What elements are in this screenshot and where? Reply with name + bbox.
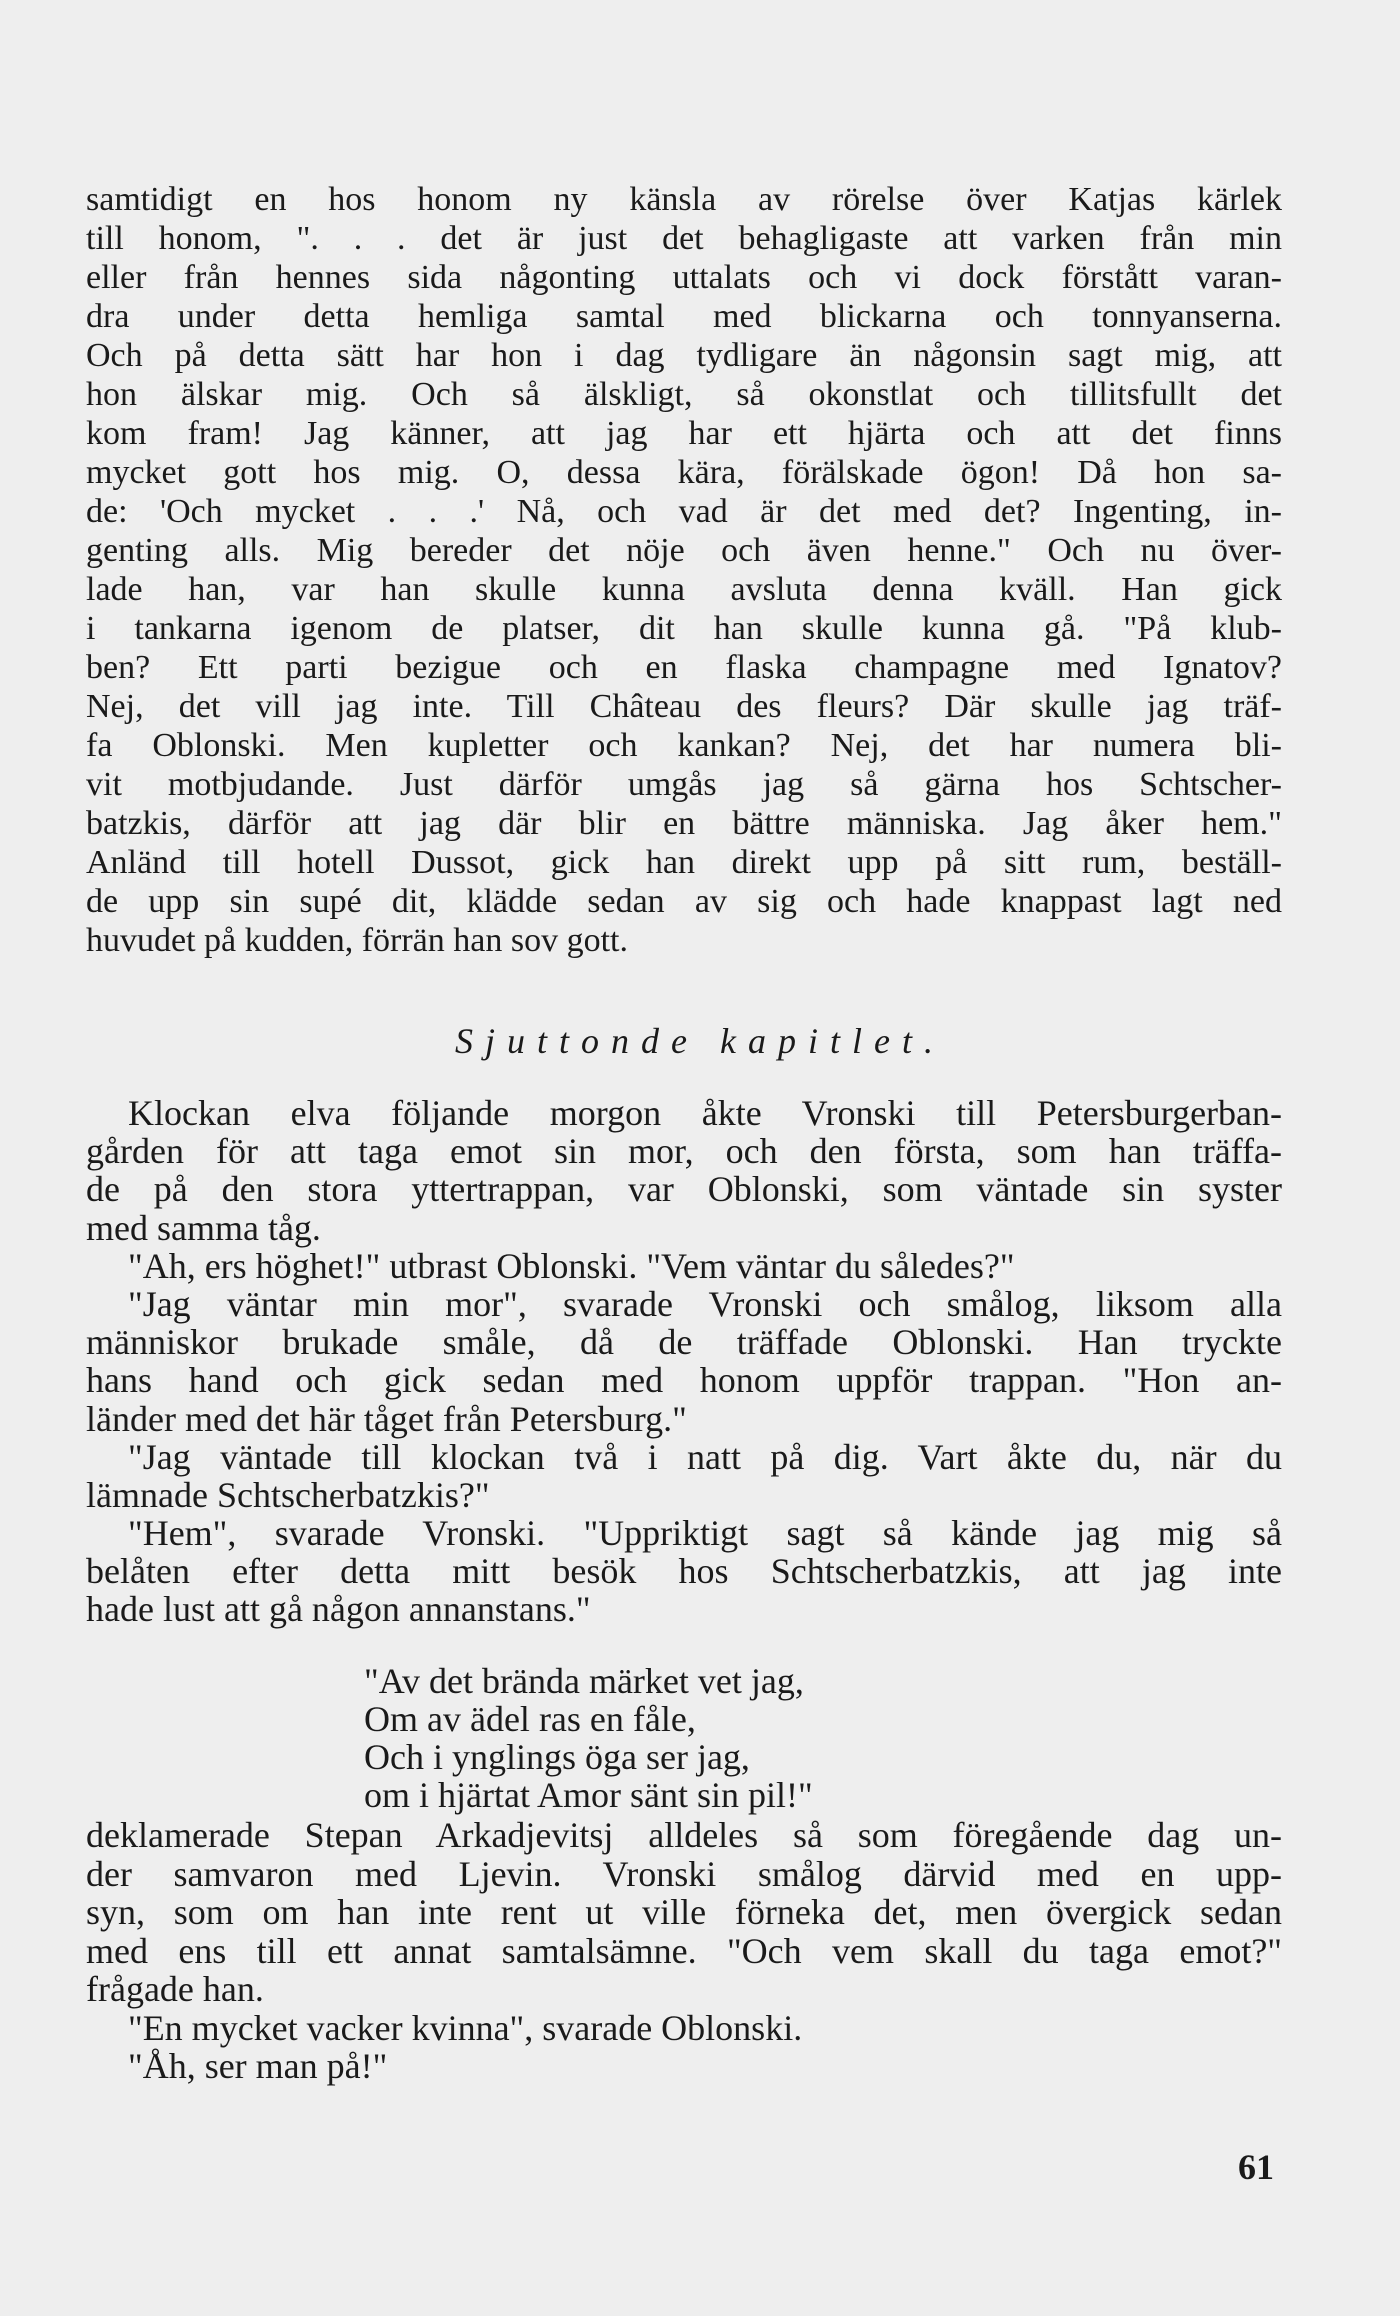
text-line: hade lust att gå någon annanstans."	[86, 1589, 591, 1630]
text-line: de upp sin supé dit, klädde sedan av sig och hade knappast lagt ned	[86, 883, 1282, 920]
text-line: dra under detta hemliga samtal med blickarna och tonnyanserna.	[86, 298, 1282, 335]
text-line: Klockan elva följande morgon åkte Vronski till Petersburgerban-	[128, 1093, 1282, 1133]
text-line: gården för att taga emot sin mor, och den första, som han träffa-	[86, 1131, 1282, 1172]
text-line: "En mycket vacker kvinna", svarade Oblonski.	[128, 2007, 803, 2048]
text-line: genting alls. Mig bereder det nöje och även henne." Och nu över-	[86, 532, 1282, 569]
text-block-top	[86, 180, 1282, 960]
text-line: "Ah, ers höghet!" utbrast Oblonski. "Vem väntar du således?"	[128, 1245, 1015, 1286]
text-line: de på den stora yttertrappan, var Oblonski, som väntade sin syster	[86, 1169, 1282, 1210]
text-line: batzkis, därför att jag där blir en bättre människa. Jag åker hem."	[86, 805, 1282, 842]
poem-line: "Av det brända märket vet jag,	[364, 1661, 804, 1701]
text-line: hans hand och gick sedan med honom uppför trappan. "Hon an-	[86, 1360, 1282, 1401]
text-line: i tankarna igenom de platser, dit han skulle kunna gå. "På klub-	[86, 610, 1282, 647]
text-line: vit motbjudande. Just därför umgås jag så gärna hos Schtscher-	[86, 766, 1282, 803]
text-line: Och på detta sätt har hon i dag tydligare än någonsin sagt mig, att	[86, 337, 1282, 374]
text-line: till honom, ". . . det är just det behagligaste att varken från min	[86, 220, 1282, 257]
text-line: hon älskar mig. Och så älskligt, så okonstlat och tillitsfullt det	[86, 376, 1282, 413]
text-line: "Jag väntade till klockan två i natt på dig. Vart åkte du, när du	[128, 1436, 1282, 1477]
text-line: samtidigt en hos honom ny känsla av rörelse över Katjas kärlek	[86, 181, 1282, 218]
text-line: huvudet på kudden, förrän han sov gott.	[86, 922, 628, 959]
text-line: "Åh, ser man på!"	[128, 2046, 388, 2086]
text-line: deklamerade Stepan Arkadjevitsj alldeles så som föregående dag un-	[86, 1815, 1282, 1855]
poem-line: Och i ynglings öga ser jag,	[364, 1737, 750, 1777]
text-line: belåten efter detta mitt besök hos Schtscherbatzkis, att jag inte	[86, 1551, 1282, 1592]
text-line: lämnade Schtscherbatzkis?"	[86, 1474, 490, 1515]
text-line: eller från hennes sida någonting uttalats och vi dock förstått varan-	[86, 259, 1282, 296]
text-line: länder med det här tåget från Petersburg."	[86, 1398, 687, 1439]
text-block-middle	[86, 1094, 1282, 1629]
text-line: lade han, var han skulle kunna avsluta denna kväll. Han gick	[86, 571, 1282, 608]
text-line: mycket gott hos mig. O, dessa kära, förälskade ögon! Då hon sa-	[86, 454, 1282, 491]
page-number: 61	[1238, 2147, 1274, 2187]
text-line: med ens till ett annat samtalsämne. "Och vem skall du taga emot?"	[86, 1930, 1282, 1971]
text-line: Anländ till hotell Dussot, gick han direkt upp på sitt rum, beställ-	[86, 844, 1282, 881]
text-line: kom fram! Jag känner, att jag har ett hjärta och att det finns	[86, 415, 1282, 452]
poem-line: Om av ädel ras en fåle,	[364, 1699, 696, 1739]
poem-line: om i hjärtat Amor sänt sin pil!"	[364, 1775, 813, 1815]
chapter-heading: Sjuttonde kapitlet.	[455, 1021, 945, 1061]
text-line: frågade han.	[86, 1969, 264, 2009]
text-line: ben? Ett parti bezigue och en flaska champagne med Ignatov?	[86, 649, 1282, 686]
text-line: fa Oblonski. Men kupletter och kankan? Nej, det har numera bli-	[86, 727, 1282, 764]
text-line: människor brukade småle, då de träffade Oblonski. Han tryckte	[86, 1322, 1282, 1363]
text-line: syn, som om han inte rent ut ville förneka det, men övergick sedan	[86, 1892, 1282, 1932]
poem	[364, 1662, 1064, 1814]
text-line: Nej, det vill jag inte. Till Château des fleurs? Där skulle jag träf-	[86, 688, 1282, 725]
text-line: med samma tåg.	[86, 1207, 321, 1248]
text-line: "Jag väntar min mor", svarade Vronski och smålog, liksom alla	[128, 1283, 1282, 1324]
text-line: de: 'Och mycket . . .' Nå, och vad är det med det? Ingenting, in-	[86, 493, 1282, 530]
text-line: der samvaron med Ljevin. Vronski smålog därvid med en upp-	[86, 1853, 1282, 1894]
text-block-bottom	[86, 1816, 1282, 2086]
text-line: "Hem", svarade Vronski. "Uppriktigt sagt så kände jag mig så	[128, 1513, 1282, 1554]
